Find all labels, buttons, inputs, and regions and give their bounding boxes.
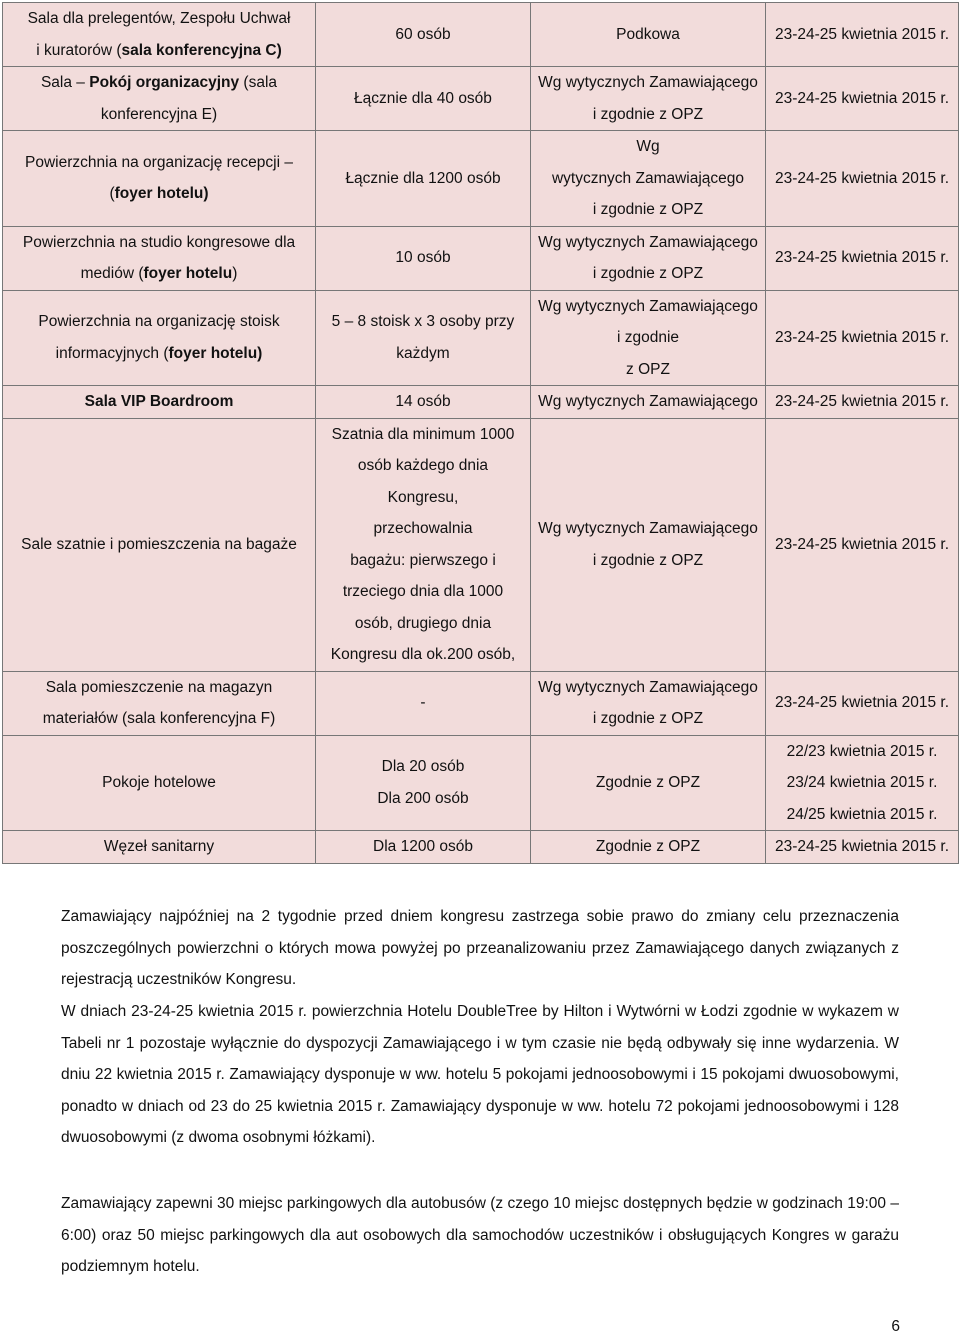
cell-date — [766, 67, 959, 131]
cell-room — [3, 386, 316, 419]
cell-date — [766, 831, 959, 864]
cell-room — [3, 3, 316, 67]
cell-line: Wg wytycznych Zamawiającego — [538, 74, 758, 91]
cell-line: - — [420, 694, 426, 712]
cell-line: Wg — [636, 138, 660, 155]
cell-line: Dla 20 osób — [381, 758, 465, 776]
cell-setup — [531, 131, 766, 227]
text-run: i kuratorów ( — [36, 41, 122, 59]
cell-line — [7, 35, 311, 67]
cell-line — [7, 831, 311, 863]
cell-line — [7, 258, 311, 290]
cell-line — [7, 386, 311, 418]
cell-line: Zgodnie z OPZ — [595, 838, 701, 855]
table-row — [3, 290, 959, 386]
cell-line: 23-24-25 kwietnia 2015 r. — [774, 25, 950, 43]
text-run: Sala pomieszczenie na magazyn — [45, 678, 273, 696]
cell-date — [766, 131, 959, 227]
cell-line: 23/24 kwietnia 2015 r. — [786, 774, 938, 791]
cell-line: 23-24-25 kwietnia 2015 r. — [774, 89, 950, 107]
text-run: konferencyjna E) — [100, 105, 218, 123]
cell-setup — [531, 831, 766, 864]
cell-line: trzeciego dnia dla 1000 — [342, 583, 504, 600]
table-row — [3, 3, 959, 67]
text-run: ( — [109, 185, 115, 203]
table-row — [3, 131, 959, 227]
text-run: (sala — [239, 74, 278, 91]
cell-line — [7, 672, 311, 704]
bold-text: foyer hotelu) — [168, 344, 263, 362]
text-run: Sala dla prelegentów, Zespołu Uchwał — [27, 10, 291, 27]
text-run: Powierzchnia na studio kongresowe dla — [22, 233, 296, 251]
cell-line: bagażu: pierwszego i — [350, 551, 496, 569]
cell-line: 23-24-25 kwietnia 2015 r. — [774, 329, 950, 346]
text-run: Pokoje hotelowe — [102, 774, 216, 791]
cell-line: 23-24-25 kwietnia 2015 r. — [774, 249, 950, 267]
cell-line: 23-24-25 kwietnia 2015 r. — [774, 169, 950, 187]
cell-line: Dla 200 osób — [377, 789, 469, 807]
cell-capacity — [316, 386, 531, 419]
cell-setup — [531, 290, 766, 386]
cell-date — [766, 226, 959, 290]
cell-line — [7, 3, 311, 35]
cell-line: osób każdego dnia — [357, 457, 489, 474]
cell-line: i zgodnie — [616, 329, 680, 346]
cell-line: 24/25 kwietnia 2015 r. — [786, 805, 938, 823]
text-run: Sale szatnie i pomieszczenia na bagaże — [21, 535, 297, 553]
cell-line: i zgodnie z OPZ — [592, 201, 704, 218]
cell-line: i zgodnie z OPZ — [592, 551, 704, 569]
cell-capacity — [316, 735, 531, 831]
paragraph-text: W dniach 23-24-25 kwietnia 2015 r. powierzchnia Hotelu DoubleTree by Hilton i Wytwórni w Łodzi zgodnie w wykazem w Tabeli nr 1 pozostaje wyłącznie do dyspozycji Zamawiającego i w tym czasie nie będą odbywały się inne wydarzenia. W dniu 22 kwietnia 2015 r. Zamawiający dysponuje w ww. hotelu 5 pokojami jednoosobowymi i 15 pokojami dwuosobowymi, ponadto w dniach od 23 do 25 kwietnia 2015 r. Zamawiający dysponuje w ww. hotelu 72 pokojami jednoosobowymi i 128 dwuosobowymi (z dwoma osobnymi łóżkami). — [61, 1003, 899, 1146]
paragraph-hotel-availability — [61, 996, 899, 1154]
cell-date — [766, 3, 959, 67]
cell-line: każdym — [396, 344, 450, 362]
text-run: Powierzchnia na organizację recepcji – — [25, 153, 293, 171]
cell-capacity — [316, 131, 531, 227]
cell-line: i zgodnie z OPZ — [592, 265, 704, 282]
cell-line: 14 osób — [395, 393, 451, 410]
cell-line: Wg wytycznych Zamawiającego — [538, 233, 758, 251]
cell-date — [766, 418, 959, 671]
cell-line — [7, 703, 311, 735]
cell-line — [7, 338, 311, 370]
cell-line: 23-24-25 kwietnia 2015 r. — [774, 535, 950, 553]
cell-line — [7, 767, 311, 799]
paragraph-parking — [61, 1188, 899, 1283]
cell-capacity — [316, 418, 531, 671]
text-run: informacyjnych ( — [55, 344, 169, 362]
cell-date — [766, 735, 959, 831]
cell-line: 23-24-25 kwietnia 2015 r. — [774, 393, 950, 410]
cell-capacity — [316, 3, 531, 67]
text-run: materiałów (sala konferencyjna F) — [42, 710, 276, 727]
cell-line: Dla 1200 osób — [373, 838, 473, 855]
cell-line: przechowalnia — [373, 520, 473, 537]
cell-line: wytycznych Zamawiającego — [551, 169, 745, 187]
cell-capacity — [316, 671, 531, 735]
cell-line: Kongresu, — [387, 488, 459, 506]
cell-line: Kongresu dla ok.200 osób, — [330, 646, 516, 663]
cell-line: Zgodnie z OPZ — [595, 774, 701, 791]
cell-line — [7, 529, 311, 561]
cell-line: Łącznie dla 40 osób — [354, 89, 492, 107]
page-number: 6 — [891, 1318, 900, 1335]
cell-line: i zgodnie z OPZ — [592, 105, 704, 123]
cell-date — [766, 386, 959, 419]
text-run: Węzeł sanitarny — [103, 838, 215, 855]
paragraph-text: Zamawiający najpóźniej na 2 tygodnie przed dniem kongresu zastrzega sobie prawo do zmiany celu przeznaczenia poszczególnych powierzchni o których mowa powyżej po przeanalizowaniu przez Zamawiającego danych związanych z rejestracją uczestników Kongresu. — [61, 908, 899, 988]
cell-line — [7, 306, 311, 338]
cell-line: i zgodnie z OPZ — [592, 710, 704, 727]
cell-setup — [531, 226, 766, 290]
cell-setup — [531, 67, 766, 131]
bold-text: foyer hotelu — [143, 265, 233, 282]
table-row — [3, 418, 959, 671]
cell-setup — [531, 735, 766, 831]
cell-line: z OPZ — [626, 360, 670, 378]
cell-setup — [531, 671, 766, 735]
cell-line: osób, drugiego dnia — [354, 614, 492, 632]
cell-setup — [531, 386, 766, 419]
cell-line — [7, 147, 311, 179]
venue-table-container — [2, 2, 958, 864]
paragraph-change-of-purpose — [61, 901, 899, 996]
cell-room — [3, 67, 316, 131]
cell-room — [3, 735, 316, 831]
cell-line: Wg wytycznych Zamawiającego — [538, 393, 758, 410]
cell-line: 5 – 8 stoisk x 3 osoby przy — [331, 313, 515, 331]
cell-date — [766, 290, 959, 386]
cell-room — [3, 131, 316, 227]
cell-setup — [531, 3, 766, 67]
text-run: ) — [232, 265, 238, 282]
cell-line — [7, 67, 311, 99]
cell-line: 23-24-25 kwietnia 2015 r. — [774, 694, 950, 712]
bold-text: foyer hotelu) — [114, 185, 209, 203]
cell-line: Łącznie dla 1200 osób — [345, 169, 501, 187]
cell-capacity — [316, 67, 531, 131]
cell-setup — [531, 418, 766, 671]
venue-table — [2, 2, 959, 864]
table-row — [3, 386, 959, 419]
cell-room — [3, 226, 316, 290]
cell-line: Wg wytycznych Zamawiającego — [538, 520, 758, 537]
bold-text: Sala VIP Boardroom — [84, 393, 234, 410]
table-row — [3, 735, 959, 831]
table-row — [3, 671, 959, 735]
cell-date — [766, 671, 959, 735]
cell-capacity — [316, 831, 531, 864]
table-row — [3, 831, 959, 864]
cell-line: 23-24-25 kwietnia 2015 r. — [774, 838, 950, 855]
cell-line — [7, 227, 311, 259]
text-run: mediów ( — [80, 265, 144, 282]
cell-line: Wg wytycznych Zamawiającego — [538, 678, 758, 696]
bold-text: sala konferencyjna C) — [121, 41, 282, 59]
venue-table-body — [3, 3, 959, 864]
cell-line: 22/23 kwietnia 2015 r. — [786, 742, 938, 760]
cell-line: Podkowa — [616, 25, 680, 43]
paragraph-text: Zamawiający zapewni 30 miejsc parkingowych dla autobusów (z czego 10 miejsc dostępnych będzie w godzinach 19:00 – 6:00) oraz 50 miejsc parkingowych dla aut osobowych dla samochodów uczestników i obsługujących Kongres w garażu podziemnym hotelu. — [61, 1195, 899, 1275]
cell-capacity — [316, 226, 531, 290]
cell-line: 10 osób — [395, 249, 451, 267]
cell-room — [3, 290, 316, 386]
cell-line: 60 osób — [395, 25, 451, 43]
cell-line: Wg wytycznych Zamawiającego — [538, 297, 758, 315]
text-run: Sala – — [40, 74, 90, 91]
table-row — [3, 226, 959, 290]
text-run: Powierzchnia na organizację stoisk — [38, 313, 280, 331]
table-row — [3, 67, 959, 131]
cell-room — [3, 418, 316, 671]
cell-line — [7, 99, 311, 131]
bold-text: Pokój organizacyjny — [89, 74, 240, 91]
cell-room — [3, 671, 316, 735]
cell-line — [7, 178, 311, 210]
cell-capacity — [316, 290, 531, 386]
cell-room — [3, 831, 316, 864]
cell-line: Szatnia dla minimum 1000 — [331, 425, 515, 443]
